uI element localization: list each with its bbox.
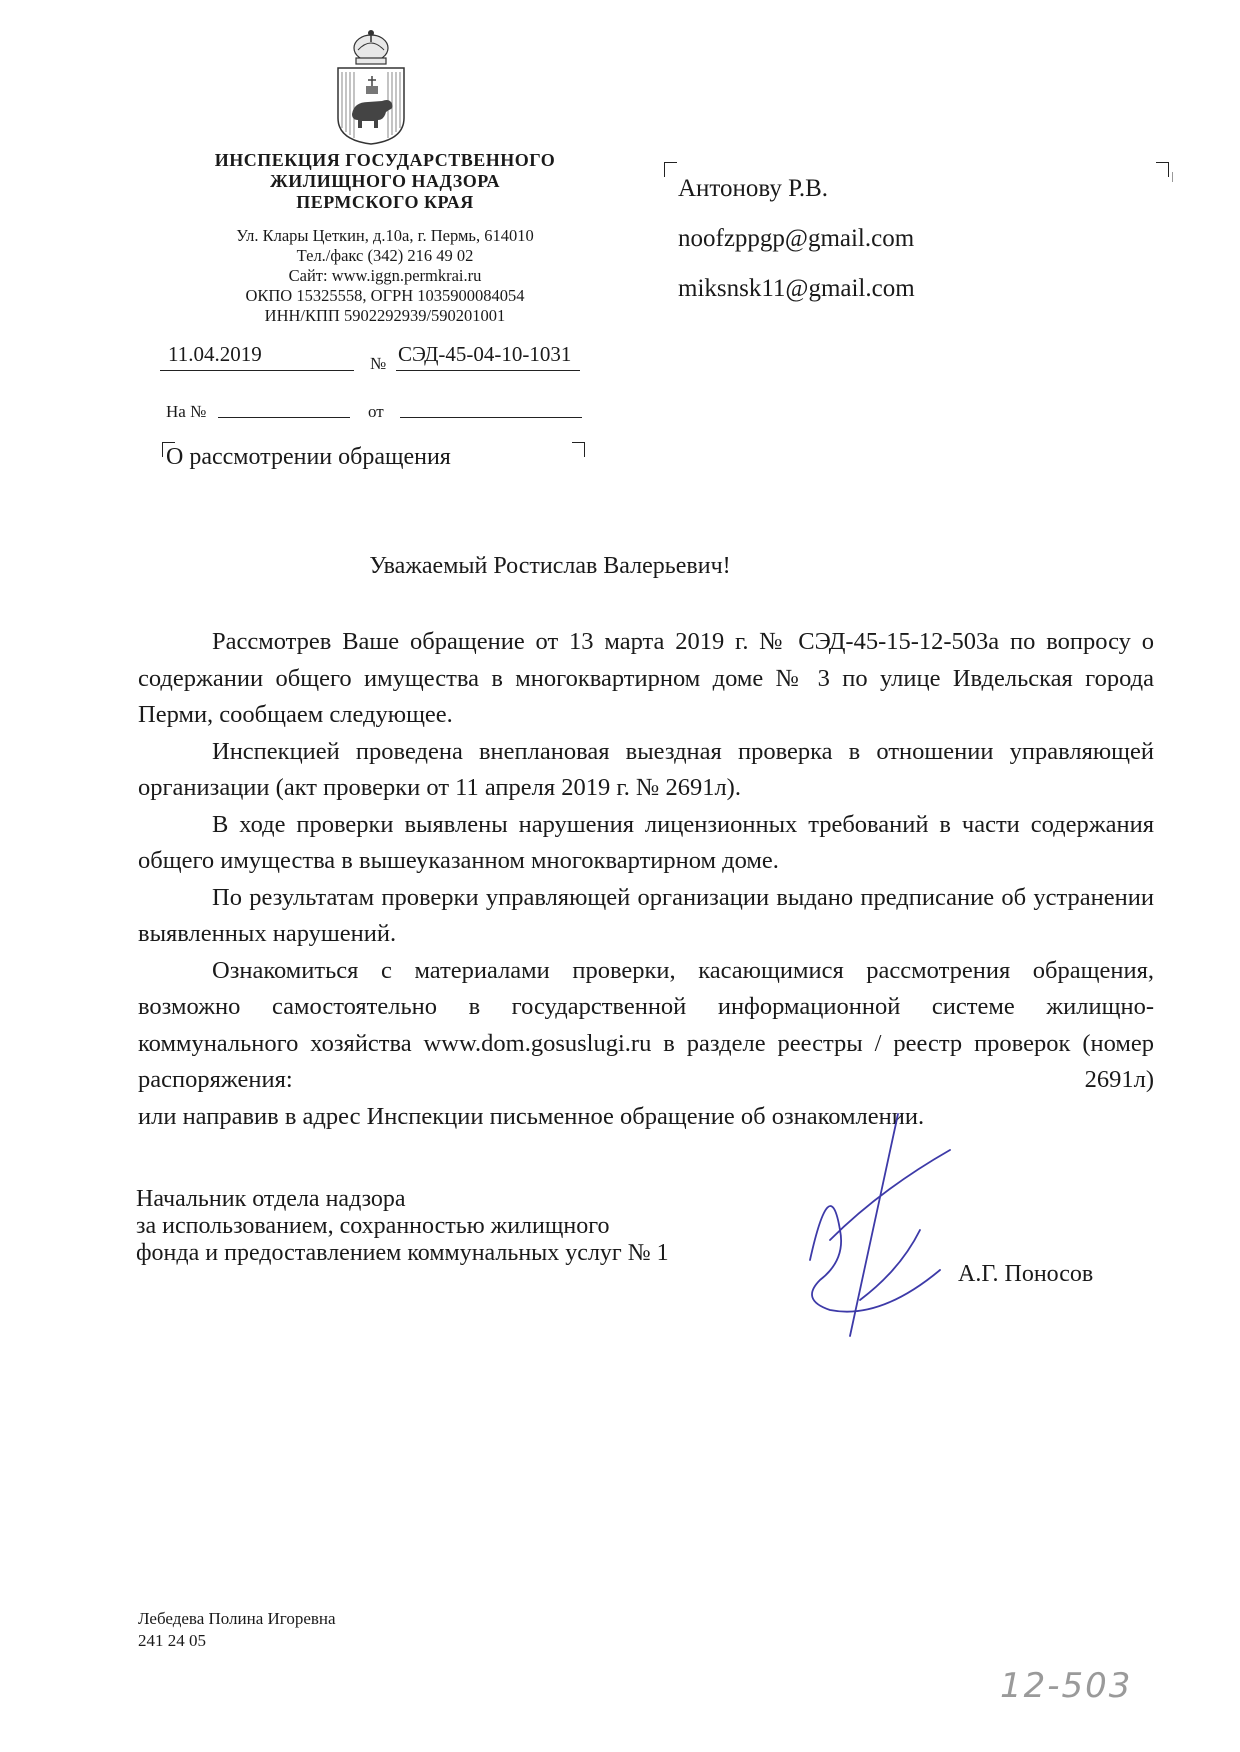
subject-corner-right [572,442,585,457]
body-paragraph-5: Ознакомиться с материалами проверки, касающимися рассмотрения обращения, возможно самостоятельно в государственной информационной системе жилищно-коммунального хозяйства www.dom.gosuslugi.ru в разделе реестры / реестр проверок (номер распоряжения: 2691л) [138,956,1154,1093]
body-paragraph-2: Инспекцией проведена внеплановая выездная проверка в отношении управляющей организации (акт проверки от 11 апреля 2019 г. № 2691л). [138,737,1154,801]
org-site: Сайт: www.iggn.permkrai.ru [288,266,482,285]
executor-block [138,1608,336,1652]
recipient-email-2: miksnsk11@gmail.com [678,275,915,302]
org-address: Ул. Клары Цеткин, д.10а, г. Пермь, 614010 [236,226,534,245]
number-underline [396,370,580,371]
executor-phone: 241 24 05 [138,1631,206,1650]
letter-body [138,624,1154,1135]
body-paragraph-3: В ходе проверки выявлены нарушения лицензионных требований в части содержания общего имущества в вышеуказанном многоквартирном доме. [138,810,1154,874]
reference-number-line [218,417,350,418]
document-number: СЭД-45-04-10-1031 [398,342,572,366]
recipient-corner-right [1156,162,1169,177]
document-date: 11.04.2019 [168,342,262,366]
document-subject: О рассмотрении обращения [166,444,451,470]
date-underline [160,370,354,371]
reference-number-label: На № [166,402,207,421]
signatory-position: Начальник отдела надзора за использованием, сохранностью жилищного фонда и предоставлением коммунальных услуг № 1 [136,1186,669,1266]
recipient-email-1: noofzppgp@gmail.com [678,225,915,252]
executor-name: Лебедева Полина Игоревна [138,1609,336,1628]
corner-mark [1172,172,1177,182]
organization-name: ИНСПЕКЦИЯ ГОСУДАРСТВЕННОГО ЖИЛИЩНОГО НАДЗОРА ПЕРМСКОГО КРАЯ [214,150,556,212]
recipient-block [678,164,915,314]
perm-krai-coat-of-arms-icon [334,28,408,146]
number-label: № [370,354,387,373]
recipient-corner-left [664,162,677,177]
org-inn: ИНН/КПП 5902292939/590201001 [264,306,506,325]
org-phone: Тел./факс (342) 216 49 02 [296,246,474,265]
body-paragraph-1: Рассмотрев Ваше обращение от 13 марта 2019 г. № СЭД-45-15-12-503а по вопросу о содержании общего имущества в многоквартирном доме № 3 по улице Ивдельская города Перми, сообщаем следующее. [138,628,1154,728]
body-paragraph-5-tail: или направив в адрес Инспекции письменное обращение об ознакомлении. [138,1102,925,1130]
reference-from-label: от [368,402,384,421]
recipient-name: Антонову Р.В. [678,175,829,202]
reference-from-line [400,417,582,418]
org-okpo: ОКПО 15325558, ОГРН 1035900084054 [245,286,525,305]
organization-details [180,226,590,326]
greeting: Уважаемый Ростислав Валерьевич! [369,553,731,579]
handwritten-reference-note: 12-503 [1000,1666,1133,1706]
body-paragraph-4: По результатам проверки управляющей организации выдано предписание об устранении выявленных нарушений. [138,883,1154,947]
handwritten-signature [790,1110,960,1340]
signer-name: А.Г. Поносов [958,1261,1094,1287]
